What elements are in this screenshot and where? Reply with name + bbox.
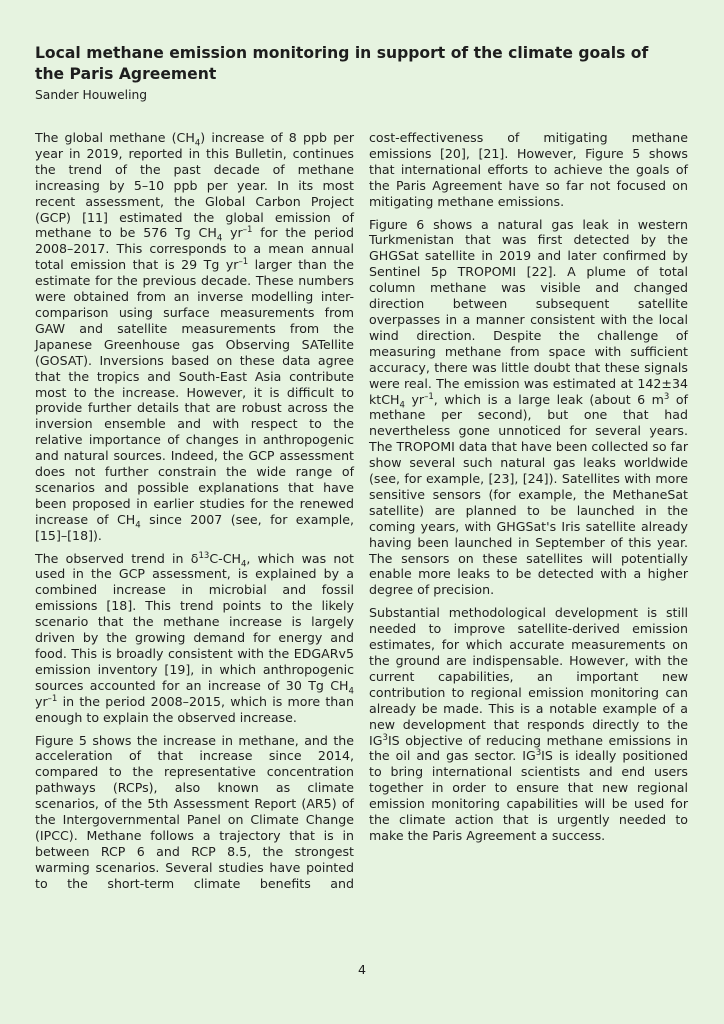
paragraph-4: Figure 6 shows a natural gas leak in western Turkmenistan that was first detected by the GHGSat satellite in 2019 and later confirmed by Sentinel 5p TROPOMI [22]. A plume of total column methane was visible and changed direction between subsequent satellite overpasses in a manner consistent with the local wind direction. Despite the challenge of measuring methane from space with sufficient accuracy, there was little doubt that these signals were real. The emission was estimated at 142±34 ktCH$_4$ $yr^{-1}$, which is a large leak (about 6 $m^3$ of methane per second), but one that had nevertheless gone unnoticed for several years. The TROPOMI data that have been collected so far show several such natural gas leaks worldwide (see, for example, [23], [24]). Satellites with more sensitive sensors (for example, the MethaneSat satellite) are planned to be launched in the coming years, with GHGSat's Iris satellite already having been launched in September of this year. The sensors on these satellites will potentially enable more leaks to be detected with a higher degree of precision. <box>369 216 688 598</box>
article-title: Local methane emission monitoring in support of the climate goals of the Paris Agreement <box>35 44 649 83</box>
page-number: 4 <box>357 962 366 977</box>
paragraph-1: The global methane $(CH_4)$ increase of 8 ppb per year in 2019, reported in this Bulletin, continues the trend of the past decade of methane increasing by 5–10 ppb per year. In its most recent assessment, the Global Carbon Project (GCP) [11] estimated the global emission of methane to be 576 Tg $CH_4$ $yr^{-1}$ for the period 2008–2017. This corresponds to a mean annual total emission that is 29 Tg $yr^{-1}$ larger than the estimate for the previous decade. These numbers were obtained from an inverse modelling inter-comparison using surface measurements from GAW and satellite measurements from the Japanese Greenhouse gas Observing SATellite (GOSAT). Inversions based on these data agree that the tropics and South-East Asia contribute most to the increase. However, it is difficult to provide further details that are robust across the inversion ensemble and with respect to the relative importance of changes in anthropogenic and natural sources. Indeed, the GCP assessment does not further constrain the wide range of scenarios and possible explanations that have been proposed in earlier studies for the renewed increase of $CH_4$ since 2007 (see, for example, [15]–[18]). <box>35 130 354 543</box>
author-name: Sander Houweling <box>35 88 148 102</box>
paragraph-3: Figure 5 shows the increase in methane, and the acceleration of that increase since 2014, compared to the representative concentration pathways (RCPs), also known as climate scenarios, of the 5th Assessment Report (AR5) of the Intergovernmental Panel on Climate Change (IPCC). Methane follows a trajectory that is in between RCP 6 and RCP 8.5, the strongest warming scenarios. Several studies have pointed to the short-term climate benefits and <box>35 732 354 891</box>
text-column-right <box>369 130 688 851</box>
paragraph-2: The observed trend in $\delta^{13}C-CH_4$, which was not used in the GCP assessment, is explained by a combined increase in microbial and fossil emissions [18]. This trend points to the likely scenario that the methane increase is largely driven by the growing demand for energy and food. This is broadly consistent with the EDGARv5 emission inventory [19], in which anthropogenic sources accounted for an increase of 30 Tg $CH_4$ $yr^{-1}$ in the period 2008–2015, which is more than enough to explain the observed increase. <box>35 550 354 725</box>
paragraph-5: Substantial methodological development is still needed to improve satellite-derived emission estimates, for which accurate measurements on the ground are indispensable. However, with the current capabilities, an important new contribution to regional emission monitoring can already be made. This is a notable example of a new development that responds directly to the $IG^3IS$ objective of reducing methane emissions in the oil and gas sector. $IG^3IS$ is ideally positioned to bring international scientists and end users together in order to ensure that new regional emission monitoring capabilities will be used for the climate action that is urgently needed to make the Paris Agreement a success. <box>369 605 688 843</box>
text-column-left <box>35 130 354 899</box>
paragraph-3-continued: cost-effectiveness of mitigating methane emissions [20], [21]. However, Figure 5 shows that international efforts to achieve the goals of the Paris Agreement have so far not focused on mitigating methane emissions. <box>369 130 688 209</box>
